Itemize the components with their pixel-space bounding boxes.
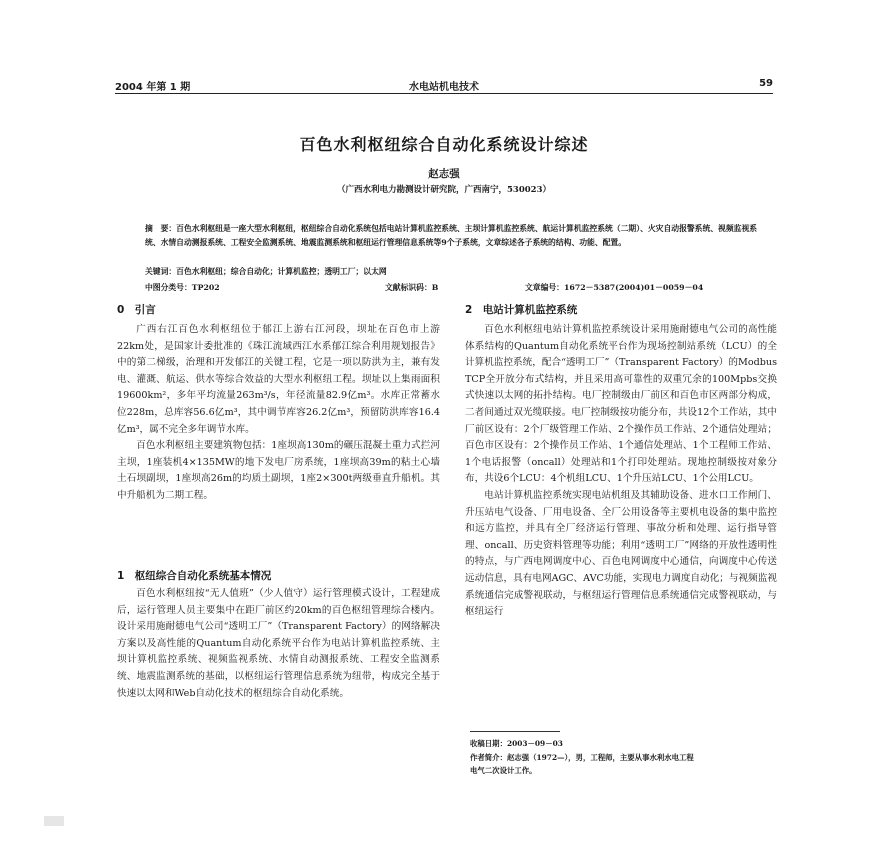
left-column-body (117, 322, 440, 505)
section-2-paragraph-1: 百色水利枢纽电站计算机监控系统设计采用施耐德电气公司的高性能体系结构的Quantum自动化系统平台作为现场控制站系统（LCU）的全计算机监控系统，配合“透明工厂”（Transparent Factory）的Modbus TCP全开放分布式结构，并且采用高可靠性的双重冗余的100Mpbs交换式快速以太网的拓扑结构。电厂控制级由厂前区和百色市区两部分构成，二者间通过双光缆联接。电厂控制级按功能分布，共设12个工作站，其中厂前区设有：2个厂级管理工作站、2个操作员工作站、2个通信处理站；百色市区设有：2个操作员工作站、1个通信处理站、1个工程师工作站、1个电话报警（oncall）处理站和1个打印处理站。现地控制级按对象分布，共设6个LCU：4个机组LCU、1个升压站LCU、1个公用LCU。 (465, 324, 777, 485)
classification-line (145, 282, 770, 294)
article-id: 文章编号：1672－5387(2004)01－0059－04 (525, 283, 704, 292)
journal-name: 水电站机电技术 (409, 82, 479, 93)
section-1-paragraph-1: 百色水利枢纽按“无人值班”（少人值守）运行管理模式设计，工程建成后，运行管理人员主要集中在距厂前区约20km的百色枢纽管理综合楼内。设计采用施耐德电气公司“透明工厂”（Transparent Factory）的网络解决方案以及高性能的Quantum自动化系统平台作为电站计算机监控系统、主坝计算机监控系统、视频监视系统、水情自动测报系统、工程安全监测系统、地震监测系统的基础，以枢纽运行管理信息系统为纽带，构成完全基于快速以太网和Web自动化技术的枢纽综合自动化系统。 (117, 588, 440, 699)
received-date: 收稿日期：2003－09－03 (470, 739, 563, 748)
footnote-rule (470, 731, 560, 732)
keywords: 关键词：百色水利枢纽；综合自动化；计算机监控；透明工厂；以太网 (145, 267, 387, 276)
document-code: 文献标识码：B (385, 283, 439, 292)
page-number: 59 (759, 78, 773, 89)
clc-number: 中图分类号：TP202 (145, 283, 220, 292)
author-bio-line-2: 电气二次设计工作。 (470, 766, 537, 775)
abstract: 摘 要：百色水利枢纽是一座大型水利枢纽，枢纽综合自动化系统包括电站计算机监控系统、主坝计算机监控系统、航运计算机监控系统（二期）、火灾自动报警系统、视频监视系统、水情自动测报系统、工程安全监测系统、地震监测系统和枢纽运行管理信息系统等9个子系统，文章综述各子系统的结构、功能、配置。 (145, 224, 758, 247)
section-0-paragraph-1: 广西右江百色水利枢纽位于郁江上游右江河段，坝址在百色市上游22km处，是国家计委批准的《珠江流域西江水系郁江综合利用规划报告》中的第二梯级，治理和开发郁江的关键工程，它是一项以防洪为主，兼有发电、灌溉、航运、供水等综合效益的大型水利枢纽工程。坝址以上集雨面积19600km²，多年平均流量263m³/s，年径流量82.9亿m³。水库正常蓄水位228m，总库容56.6亿m³，其中调节库容26.2亿m³，预留防洪库容16.4亿m³，属不完全多年调节水库。 (117, 324, 440, 435)
header-rule (115, 93, 773, 94)
section-0-paragraph-2: 百色水利枢纽主要建筑物包括：1座坝高130m的碾压混凝土重力式拦河主坝，1座装机4×135MW的地下发电厂房系统，1座坝高39m的粘土心墙土石坝副坝，1座坝高26m的均质土副坝，1座2×300t两级垂直升船机。其中升船机为二期工程。 (117, 440, 440, 501)
issue-label: 2004 年第 1 期 (115, 82, 191, 93)
author-affiliation: （广西水利电力勘测设计研究院，广西南宁，530023） (337, 185, 551, 195)
scan-mark (44, 816, 64, 826)
author-name: 赵志强 (428, 168, 460, 180)
section-1-heading: 1 枢纽综合自动化系统基本情况 (117, 570, 272, 582)
section-1-body (117, 586, 440, 702)
author-bio-line-1: 作者简介：赵志强（1972—），男，工程师，主要从事水利水电工程 (470, 753, 694, 762)
paper-title: 百色水利枢纽综合自动化系统设计综述 (299, 135, 589, 154)
running-header (115, 78, 773, 92)
section-2-paragraph-2: 电站计算机监控系统实现电站机组及其辅助设备、进水口工作闸门、升压站电气设备、厂用电设备、全厂公用设备等主要机电设备的集中监控和远方监控，并具有全厂经济运行管理、事故分析和处理、运行指导管理、oncall、历史资料管理等功能；利用“透明工厂”网络的开放性透明性的特点，与广西电网调度中心、百色电网调度中心通信，向调度中心传送远动信息，具有电网AGC、AVC功能，实现电力调度自动化；与视频监视系统通信完成警视联动，与枢纽运行管理信息系统通信完成警视联动，与枢纽运行 (465, 489, 777, 618)
section-0-heading: 0 引言 (117, 304, 156, 316)
right-column-body (465, 322, 777, 621)
section-2-heading: 2 电站计算机监控系统 (465, 304, 578, 316)
